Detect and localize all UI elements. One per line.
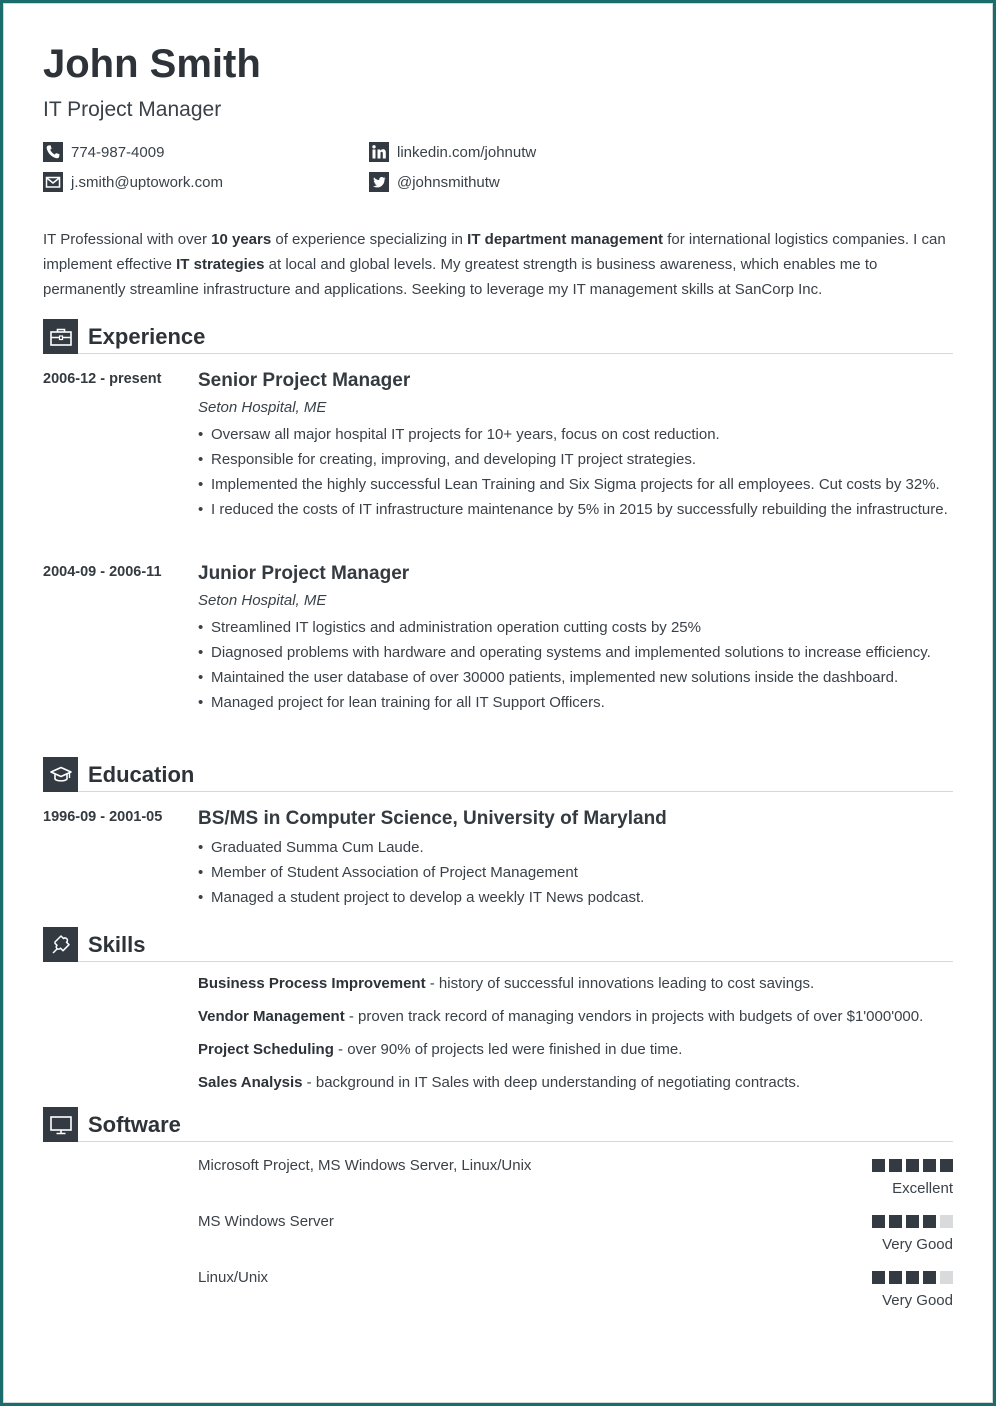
skill-name: Sales Analysis: [198, 1074, 303, 1091]
contact-email[interactable]: [43, 171, 223, 193]
section-divider: [78, 961, 953, 962]
contact-block: [43, 141, 953, 211]
list-item: • Implemented the highly successful Lean Training and Six Sigma projects for all employees. Cut costs by 32%.: [198, 472, 953, 497]
experience-section-header: [43, 318, 953, 354]
candidate-name: John Smith: [43, 42, 261, 86]
rating-square-filled: [872, 1271, 885, 1284]
summary-highlight: 10 years: [211, 231, 272, 248]
list-item: • Streamlined IT logistics and administration operation cutting costs by 25%: [198, 615, 953, 640]
twitter-icon: [369, 172, 389, 192]
experience-entry: [43, 562, 953, 715]
software-section-header: [43, 1106, 953, 1142]
list-item: • Managed a student project to develop a weekly IT News podcast.: [198, 885, 953, 910]
rating-square-filled: [906, 1271, 919, 1284]
mail-icon: [43, 172, 63, 192]
phone-number: 774-987-4009: [71, 143, 165, 161]
list-item: • Oversaw all major hospital IT projects for 10+ years, focus on cost reduction.: [198, 422, 953, 447]
summary-text: for international logistics companies. I can implement effective: [43, 231, 946, 273]
software-name: Microsoft Project, MS Windows Server, Linux/Unix: [198, 1157, 532, 1174]
email-link[interactable]: j.smith@uptowork.com: [71, 173, 223, 191]
entry-organization: Seton Hospital, ME: [198, 399, 327, 416]
skill-description: - over 90% of projects led were finished in due time.: [333, 1041, 683, 1058]
skill-description: - background in IT Sales with deep understanding of negotiating contracts.: [302, 1074, 801, 1091]
linkedin-link[interactable]: linkedin.com/johnutw: [397, 143, 537, 161]
rating-level: Very Good: [882, 1292, 953, 1309]
list-item: • Diagnosed problems with hardware and operating systems and implemented solutions to increase efficiency.: [198, 640, 953, 665]
rating-square-filled: [906, 1159, 919, 1172]
rating-square-filled: [872, 1159, 885, 1172]
entry-body: [198, 369, 953, 522]
section-divider: [78, 791, 953, 792]
rating-level: Very Good: [882, 1236, 953, 1253]
entry-organization: Seton Hospital, ME: [198, 592, 327, 609]
rating-square-empty: [940, 1215, 953, 1228]
software-name: MS Windows Server: [198, 1213, 334, 1230]
twitter-handle[interactable]: @johnsmithutw: [397, 173, 500, 191]
list-item: • Member of Student Association of Project Management: [198, 860, 953, 885]
rating-square-filled: [940, 1159, 953, 1172]
skill-item: [198, 1073, 953, 1093]
contact-linkedin[interactable]: [369, 141, 536, 163]
graduation-cap-icon: [43, 757, 78, 792]
rating-level: Excellent: [892, 1180, 953, 1197]
contact-phone: [43, 141, 164, 163]
skills-section-header: [43, 926, 953, 962]
entry-degree: BS/MS in Computer Science, University of Maryland: [198, 808, 667, 829]
summary-text: at local and global levels. My greatest strength is business awareness, which enables me to permanently streamline infrastructure and applications. Seeking to leverage my IT management skills at SanCorp Inc.: [43, 256, 878, 298]
education-heading: Education: [88, 762, 195, 787]
experience-heading: Experience: [88, 324, 206, 349]
briefcase-icon: [43, 319, 78, 354]
software-heading: Software: [88, 1112, 181, 1137]
rating-square-filled: [906, 1215, 919, 1228]
rating-square-filled: [923, 1215, 936, 1228]
software-item: [198, 1212, 953, 1268]
entry-bullets: [198, 615, 953, 715]
list-item: • Graduated Summa Cum Laude.: [198, 835, 953, 860]
entry-role: Junior Project Manager: [198, 563, 410, 584]
rating-square-filled: [889, 1159, 902, 1172]
entry-body: [198, 807, 953, 910]
list-item: • Maintained the user database of over 30000 patients, implemented new solutions inside the dashboard.: [198, 665, 953, 690]
summary-highlight: IT strategies: [176, 256, 265, 273]
rating-square-filled: [872, 1215, 885, 1228]
software-item: [198, 1156, 953, 1212]
puzzle-icon: [43, 927, 78, 962]
entry-date: 2004-09 - 2006-11: [43, 564, 162, 580]
rating-square-empty: [940, 1271, 953, 1284]
list-item: • Responsible for creating, improving, and developing IT project strategies.: [198, 447, 953, 472]
skill-name: Business Process Improvement: [198, 975, 426, 992]
section-divider: [78, 1141, 953, 1142]
rating-square-filled: [923, 1271, 936, 1284]
skills-list: [198, 974, 953, 1093]
entry-bullets: [198, 422, 953, 522]
rating-dots: [868, 1159, 953, 1172]
rating-square-filled: [889, 1271, 902, 1284]
rating-square-filled: [923, 1159, 936, 1172]
rating-dots: [868, 1215, 953, 1228]
section-divider: [78, 353, 953, 354]
experience-entry: [43, 369, 953, 522]
entry-bullets: [198, 835, 953, 910]
linkedin-icon: [369, 142, 389, 162]
list-item: • I reduced the costs of IT infrastructure maintenance by 5% in 2015 by successfully rebuilding the infrastructure.: [198, 497, 953, 522]
rating-dots: [868, 1271, 953, 1284]
entry-body: [198, 562, 953, 715]
skill-name: Vendor Management: [198, 1008, 345, 1025]
contact-twitter[interactable]: [369, 171, 500, 193]
education-entry: [43, 807, 953, 910]
phone-icon: [43, 142, 63, 162]
entry-role: Senior Project Manager: [198, 370, 411, 391]
resume-content: [43, 41, 953, 1324]
entry-date: 2006-12 - present: [43, 371, 162, 387]
skill-item: [198, 1040, 953, 1060]
skills-heading: Skills: [88, 932, 146, 957]
skill-item: [198, 974, 953, 994]
skill-description: - history of successful innovations leading to cost savings.: [425, 975, 815, 992]
profile-summary: [43, 227, 953, 302]
summary-highlight: IT department management: [467, 231, 664, 248]
candidate-title: IT Project Manager: [43, 98, 222, 121]
summary-text: of experience specializing in: [271, 231, 468, 248]
skill-description: - proven track record of managing vendors in projects with budgets of over $1'000'000.: [344, 1008, 924, 1025]
summary-text: IT Professional with over: [43, 231, 212, 248]
list-item: • Managed project for lean training for all IT Support Officers.: [198, 690, 953, 715]
software-name: Linux/Unix: [198, 1269, 269, 1286]
entry-date: 1996-09 - 2001-05: [43, 809, 163, 825]
software-list: [198, 1156, 953, 1324]
monitor-icon: [43, 1107, 78, 1142]
rating-square-filled: [889, 1215, 902, 1228]
skill-item: [198, 1007, 953, 1027]
education-section-header: [43, 756, 953, 792]
software-item: [198, 1268, 953, 1324]
skill-name: Project Scheduling: [198, 1041, 334, 1058]
